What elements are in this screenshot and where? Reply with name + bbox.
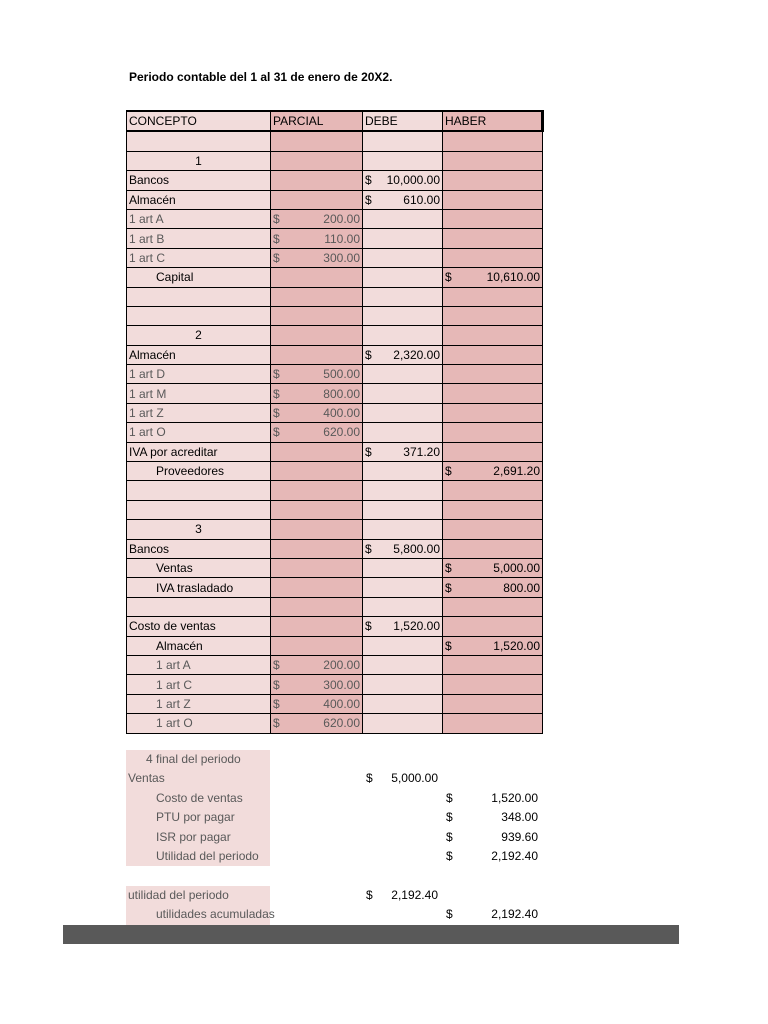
concept-cell: IVA por acreditar [127, 442, 271, 461]
header-haber: HABER [443, 111, 543, 131]
debe-cell [363, 209, 443, 228]
haber-cell [443, 597, 543, 616]
table-row [127, 481, 543, 500]
amount-value: 10,610.00 [486, 270, 540, 285]
concept-cell [127, 306, 271, 325]
haber-cell [443, 268, 543, 287]
table-row [127, 326, 543, 345]
parcial-cell [271, 714, 363, 733]
amount-value: 5,000.00 [493, 561, 540, 576]
table-row [127, 131, 543, 151]
currency-symbol: $ [273, 367, 280, 382]
entry-row [126, 847, 542, 866]
parcial-cell [271, 500, 363, 519]
parcial-cell [271, 462, 363, 481]
debe-cell [363, 151, 443, 170]
table-row [127, 365, 543, 384]
haber-cell [443, 248, 543, 267]
entry-row [126, 905, 542, 924]
debe-cell [363, 694, 443, 713]
table-row [127, 151, 543, 170]
debe-cell [363, 597, 443, 616]
parcial-cell [271, 131, 363, 151]
debe-cell [363, 617, 443, 636]
haber-cell [443, 345, 543, 364]
amount-value: 2,192.40 [391, 888, 438, 902]
entry-concept: utilidad del periodo [126, 886, 270, 905]
table-row [127, 578, 543, 597]
parcial-cell [271, 675, 363, 694]
debe-cell [363, 655, 443, 674]
amount-value: 500.00 [323, 367, 360, 382]
parcial-cell [271, 306, 363, 325]
concept-cell [127, 131, 271, 151]
table-row [127, 655, 543, 674]
debe-cell [363, 500, 443, 519]
table-row [127, 403, 543, 422]
haber-cell [443, 675, 543, 694]
table-row [127, 694, 543, 713]
entry-row [126, 789, 542, 808]
entry-concept: Utilidad del periodo [126, 847, 270, 866]
entry-row [126, 808, 542, 827]
table-row [127, 617, 543, 636]
amount-value: 620.00 [323, 716, 360, 731]
currency-symbol: $ [446, 790, 453, 805]
concept-cell [127, 500, 271, 519]
amount-value: 371.20 [403, 444, 440, 459]
haber-cell [443, 131, 543, 151]
table-row [127, 287, 543, 306]
parcial-cell [271, 151, 363, 170]
haber-cell [443, 578, 543, 597]
table-row [127, 248, 543, 267]
haber-cell [443, 423, 543, 442]
amount-value: 10,000.00 [386, 173, 440, 188]
amount-value: 2,192.40 [491, 848, 538, 863]
currency-symbol: $ [365, 347, 372, 362]
parcial-cell [271, 209, 363, 228]
concept-cell [127, 597, 271, 616]
currency-symbol: $ [445, 464, 452, 479]
debe-cell [363, 539, 443, 558]
debe-cell [363, 636, 443, 655]
parcial-cell [271, 597, 363, 616]
concept-cell: 1 art A [127, 209, 271, 228]
entry-haber [446, 808, 538, 827]
concept-cell: Almacén [127, 636, 271, 655]
currency-symbol: $ [273, 677, 280, 692]
haber-cell [443, 190, 543, 209]
table-row [127, 171, 543, 190]
haber-cell [443, 481, 543, 500]
currency-symbol: $ [273, 696, 280, 711]
concept-cell: Proveedores [127, 462, 271, 481]
parcial-cell [271, 248, 363, 267]
haber-cell [443, 617, 543, 636]
concept-cell [127, 481, 271, 500]
haber-cell [443, 403, 543, 422]
table-row [127, 636, 543, 655]
haber-cell [443, 306, 543, 325]
entry-concept: ISR por pagar [126, 828, 270, 847]
amount-value: 939.60 [501, 829, 538, 844]
table-row [127, 500, 543, 519]
currency-symbol: $ [273, 386, 280, 401]
debe-cell [363, 481, 443, 500]
currency-symbol: $ [273, 716, 280, 731]
currency-symbol: $ [446, 848, 453, 863]
concept-cell: Almacén [127, 345, 271, 364]
haber-cell [443, 171, 543, 190]
amount-value: 300.00 [323, 250, 360, 265]
parcial-cell [271, 578, 363, 597]
parcial-cell [271, 694, 363, 713]
debe-cell [363, 403, 443, 422]
currency-symbol: $ [365, 541, 372, 556]
concept-cell: IVA trasladado [127, 578, 271, 597]
table-row [127, 539, 543, 558]
debe-cell [363, 520, 443, 539]
debe-cell [363, 345, 443, 364]
amount-value: 1,520.00 [493, 638, 540, 653]
currency-symbol: $ [365, 444, 372, 459]
currency-symbol: $ [273, 212, 280, 227]
debe-cell [363, 190, 443, 209]
currency-symbol: $ [366, 888, 373, 902]
debe-cell [363, 578, 443, 597]
concept-cell: 1 art O [127, 714, 271, 733]
table-row [127, 597, 543, 616]
concept-cell: Ventas [127, 558, 271, 577]
table-header-row [127, 111, 543, 131]
amount-value: 400.00 [323, 406, 360, 421]
amount-value: 1,520.00 [393, 619, 440, 634]
amount-value: 5,000.00 [391, 771, 438, 786]
table-row [127, 558, 543, 577]
header-parcial: PARCIAL [271, 111, 363, 131]
currency-symbol: $ [365, 192, 372, 207]
parcial-cell [271, 481, 363, 500]
parcial-cell [271, 287, 363, 306]
concept-cell: 3 [127, 520, 271, 539]
haber-cell [443, 655, 543, 674]
entry-concept: utilidades acumuladas [126, 905, 270, 924]
haber-cell [443, 365, 543, 384]
currency-symbol: $ [445, 561, 452, 576]
concept-cell: 1 art A [127, 655, 271, 674]
page-title: Periodo contable del 1 al 31 de enero de 20X2. [129, 70, 393, 84]
concept-cell: 1 art O [127, 423, 271, 442]
entry-row [126, 750, 542, 769]
entry-haber [446, 789, 538, 808]
table-row [127, 268, 543, 287]
haber-cell [443, 229, 543, 248]
parcial-cell [271, 365, 363, 384]
haber-cell [443, 326, 543, 345]
haber-cell [443, 384, 543, 403]
parcial-cell [271, 326, 363, 345]
currency-symbol: $ [446, 829, 453, 844]
amount-value: 2,320.00 [393, 347, 440, 362]
amount-value: 200.00 [323, 212, 360, 227]
entry-concept: PTU por pagar [126, 808, 270, 827]
debe-cell [363, 462, 443, 481]
concept-cell [127, 287, 271, 306]
concept-cell: Almacén [127, 190, 271, 209]
entry-row [126, 886, 542, 905]
table-row [127, 675, 543, 694]
concept-cell: 1 art Z [127, 403, 271, 422]
haber-cell [443, 714, 543, 733]
debe-cell [363, 171, 443, 190]
haber-cell [443, 694, 543, 713]
currency-symbol: $ [273, 406, 280, 421]
profit-transfer-entry [126, 886, 542, 925]
haber-cell [443, 209, 543, 228]
amount-value: 400.00 [323, 696, 360, 711]
parcial-cell [271, 520, 363, 539]
haber-cell [443, 462, 543, 481]
entry-concept: Ventas [126, 769, 270, 788]
debe-cell [363, 384, 443, 403]
concept-cell: Bancos [127, 539, 271, 558]
amount-value: 348.00 [501, 810, 538, 825]
amount-value: 2,192.40 [491, 907, 538, 922]
parcial-cell [271, 403, 363, 422]
haber-cell [443, 558, 543, 577]
currency-symbol: $ [273, 231, 280, 246]
debe-cell [363, 423, 443, 442]
footer-bar [63, 925, 679, 944]
debe-cell [363, 714, 443, 733]
haber-cell [443, 151, 543, 170]
debe-cell [363, 287, 443, 306]
currency-symbol: $ [365, 619, 372, 634]
table-row [127, 714, 543, 733]
currency-symbol: $ [446, 907, 453, 922]
currency-symbol: $ [445, 270, 452, 285]
debe-cell [363, 268, 443, 287]
concept-cell: Bancos [127, 171, 271, 190]
debe-cell [363, 365, 443, 384]
table-row [127, 384, 543, 403]
currency-symbol: $ [445, 638, 452, 653]
concept-cell: 1 art B [127, 229, 271, 248]
entry-haber [446, 905, 538, 924]
parcial-cell [271, 268, 363, 287]
parcial-cell [271, 171, 363, 190]
entry-row [126, 828, 542, 847]
closing-entry [126, 750, 542, 866]
parcial-cell [271, 558, 363, 577]
table-row [127, 462, 543, 481]
table-row [127, 229, 543, 248]
currency-symbol: $ [273, 425, 280, 440]
debe-cell [363, 131, 443, 151]
concept-cell: 1 art D [127, 365, 271, 384]
entry-concept: 4 final del periodo [126, 750, 270, 769]
concept-cell: 1 art Z [127, 694, 271, 713]
amount-value: 2,691.20 [493, 464, 540, 479]
debe-cell [363, 229, 443, 248]
haber-cell [443, 520, 543, 539]
debe-cell [363, 442, 443, 461]
amount-value: 620.00 [323, 425, 360, 440]
haber-cell [443, 539, 543, 558]
entry-concept: Costo de ventas [126, 789, 270, 808]
header-concepto: CONCEPTO [127, 111, 271, 131]
debe-cell [363, 558, 443, 577]
table-row [127, 520, 543, 539]
table-row [127, 190, 543, 209]
currency-symbol: $ [273, 250, 280, 265]
amount-value: 300.00 [323, 677, 360, 692]
parcial-cell [271, 384, 363, 403]
table-row [127, 442, 543, 461]
currency-symbol: $ [445, 580, 452, 595]
currency-symbol: $ [273, 658, 280, 673]
table-row [127, 423, 543, 442]
currency-symbol: $ [366, 771, 373, 786]
entry-haber [446, 847, 538, 866]
parcial-cell [271, 345, 363, 364]
amount-value: 800.00 [323, 386, 360, 401]
amount-value: 200.00 [323, 658, 360, 673]
parcial-cell [271, 442, 363, 461]
debe-cell [363, 248, 443, 267]
concept-cell: Capital [127, 268, 271, 287]
parcial-cell [271, 229, 363, 248]
concept-cell: 1 art M [127, 384, 271, 403]
header-debe: DEBE [363, 111, 443, 131]
entry-haber [446, 828, 538, 847]
concept-cell: 1 art C [127, 675, 271, 694]
concept-cell: 2 [127, 326, 271, 345]
parcial-cell [271, 655, 363, 674]
haber-cell [443, 442, 543, 461]
concept-cell: 1 [127, 151, 271, 170]
entry-debe [366, 886, 438, 905]
entry-row [126, 769, 542, 788]
debe-cell [363, 306, 443, 325]
haber-cell [443, 500, 543, 519]
amount-value: 110.00 [324, 231, 360, 246]
amount-value: 1,520.00 [491, 790, 538, 805]
table-row [127, 345, 543, 364]
parcial-cell [271, 190, 363, 209]
concept-cell: Costo de ventas [127, 617, 271, 636]
table-row [127, 306, 543, 325]
table-row [127, 209, 543, 228]
currency-symbol: $ [365, 173, 372, 188]
parcial-cell [271, 636, 363, 655]
concept-cell: 1 art C [127, 248, 271, 267]
parcial-cell [271, 617, 363, 636]
journal-table [126, 110, 544, 734]
debe-cell [363, 326, 443, 345]
amount-value: 800.00 [503, 580, 540, 595]
debe-cell [363, 675, 443, 694]
amount-value: 5,800.00 [393, 541, 440, 556]
amount-value: 610.00 [403, 192, 440, 207]
haber-cell [443, 636, 543, 655]
entry-debe [366, 769, 438, 788]
parcial-cell [271, 423, 363, 442]
haber-cell [443, 287, 543, 306]
currency-symbol: $ [446, 810, 453, 825]
parcial-cell [271, 539, 363, 558]
